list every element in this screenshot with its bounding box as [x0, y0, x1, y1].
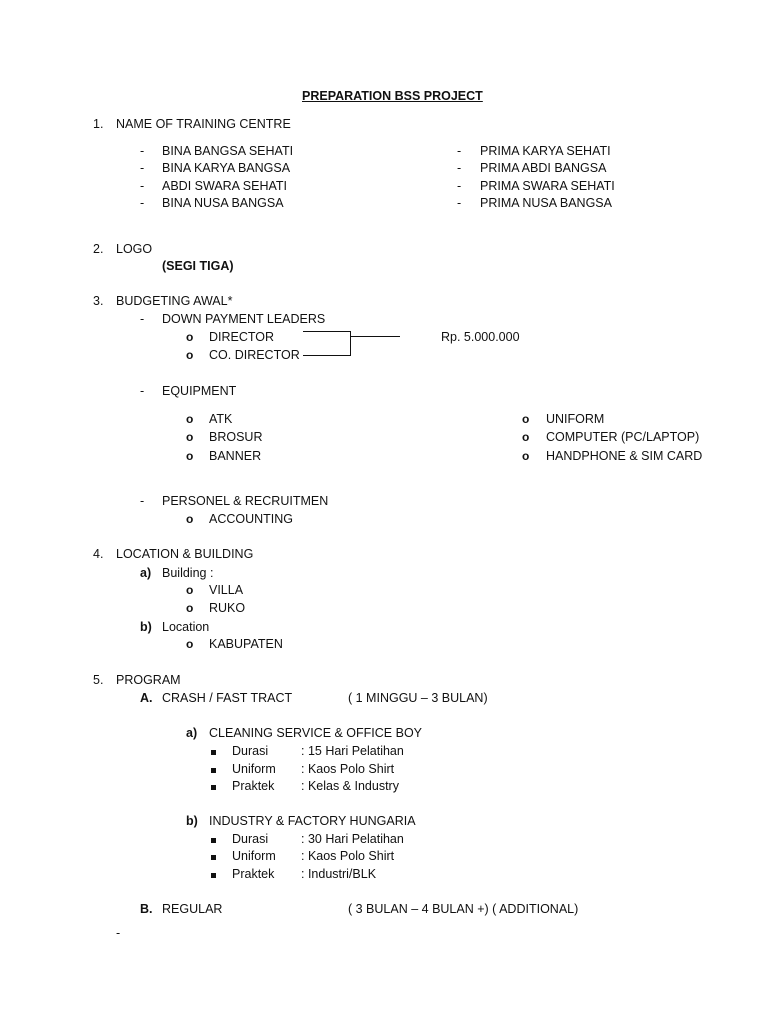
training-centre-left-1: BINA BANGSA SEHATI: [162, 144, 294, 158]
circle-bullet: o: [186, 430, 194, 444]
building-heading: Building :: [162, 566, 214, 580]
program-b-key-3: Praktek: [232, 867, 275, 881]
program-a-value-3: : Kelas & Industry: [301, 779, 399, 793]
program-b-value-1: : 30 Hari Pelatihan: [301, 832, 404, 846]
sub-label-b: b): [140, 620, 152, 634]
training-centre-left-4: BINA NUSA BANGSA: [162, 196, 284, 210]
section-1-number: 1.: [93, 117, 104, 131]
program-A-title: CRASH / FAST TRACT: [162, 691, 293, 705]
logo-shape: (SEGI TIGA): [162, 259, 234, 273]
equipment-left-1: ATK: [209, 412, 233, 426]
list-dash: -: [140, 384, 145, 398]
bracket-line: [303, 331, 351, 332]
circle-bullet: o: [186, 330, 194, 344]
program-a-key-3: Praktek: [232, 779, 275, 793]
list-dash: -: [140, 179, 145, 193]
program-a-key-2: Uniform: [232, 762, 276, 776]
location-heading: Location: [162, 620, 210, 634]
circle-bullet: o: [186, 512, 194, 526]
program-b-title: INDUSTRY & FACTORY HUNGARIA: [209, 814, 416, 828]
section-4-heading: LOCATION & BUILDING: [116, 547, 254, 561]
circle-bullet: o: [186, 601, 194, 615]
square-bullet: [211, 848, 216, 864]
training-centre-left-2: BINA KARYA BANGSA: [162, 161, 291, 175]
square-bullet: [211, 778, 216, 794]
training-centre-right-4: PRIMA NUSA BANGSA: [480, 196, 612, 210]
program-B-duration: ( 3 BULAN – 4 BULAN +) ( ADDITIONAL): [348, 902, 579, 916]
square-bullet: [211, 866, 216, 882]
section-3-number: 3.: [93, 294, 104, 308]
section-2-heading: LOGO: [116, 242, 153, 256]
circle-bullet: o: [186, 412, 194, 426]
list-dash: -: [457, 144, 462, 158]
list-dash: -: [140, 494, 145, 508]
program-a-title: CLEANING SERVICE & OFFICE BOY: [209, 726, 423, 740]
budget-amount: Rp. 5.000.000: [441, 330, 520, 344]
list-dash: -: [457, 161, 462, 175]
co-director: CO. DIRECTOR: [209, 348, 300, 362]
program-b-key-2: Uniform: [232, 849, 276, 863]
personel-heading: PERSONEL & RECRUITMEN: [162, 494, 329, 508]
program-a-value-2: : Kaos Polo Shirt: [301, 762, 395, 776]
program-B-title: REGULAR: [162, 902, 223, 916]
training-centre-left-3: ABDI SWARA SEHATI: [162, 179, 288, 193]
building-2: RUKO: [209, 601, 246, 615]
program-a-label: a): [186, 726, 198, 740]
circle-bullet: o: [522, 412, 530, 426]
program-A-duration: ( 1 MINGGU – 3 BULAN): [348, 691, 488, 705]
square-bullet: [211, 831, 216, 847]
section-2-number: 2.: [93, 242, 104, 256]
program-A-label: A.: [140, 691, 153, 705]
section-5-heading: PROGRAM: [116, 673, 181, 687]
bracket-line: [303, 355, 351, 356]
program-b-value-2: : Kaos Polo Shirt: [301, 849, 395, 863]
list-dash: -: [457, 179, 462, 193]
sub-label-a: a): [140, 566, 152, 580]
list-dash: -: [140, 161, 145, 175]
list-dash: -: [140, 144, 145, 158]
program-b-key-1: Durasi: [232, 832, 269, 846]
square-bullet: [211, 761, 216, 777]
circle-bullet: o: [522, 430, 530, 444]
square-bullet: [211, 743, 216, 759]
accounting: ACCOUNTING: [209, 512, 294, 526]
equipment-left-3: BANNER: [209, 449, 262, 463]
list-dash: -: [140, 196, 145, 210]
section-5-number: 5.: [93, 673, 104, 687]
list-dash: -: [457, 196, 462, 210]
section-4-number: 4.: [93, 547, 104, 561]
equipment-right-1: UNIFORM: [546, 412, 605, 426]
down-payment-leaders: DOWN PAYMENT LEADERS: [162, 312, 326, 326]
training-centre-right-3: PRIMA SWARA SEHATI: [480, 179, 615, 193]
circle-bullet: o: [522, 449, 530, 463]
program-b-value-3: : Industri/BLK: [301, 867, 377, 881]
equipment-right-2: COMPUTER (PC/LAPTOP): [546, 430, 700, 444]
program-a-value-1: : 15 Hari Pelatihan: [301, 744, 404, 758]
building-1: VILLA: [209, 583, 244, 597]
section-3-heading: BUDGETING AWAL*: [116, 294, 233, 308]
circle-bullet: o: [186, 449, 194, 463]
program-a-key-1: Durasi: [232, 744, 269, 758]
list-dash: -: [140, 312, 145, 326]
program-b-label: b): [186, 814, 198, 828]
director: DIRECTOR: [209, 330, 275, 344]
equipment-left-2: BROSUR: [209, 430, 263, 444]
equipment-heading: EQUIPMENT: [162, 384, 237, 398]
equipment-right-3: HANDPHONE & SIM CARD: [546, 449, 703, 463]
page-title: PREPARATION BSS PROJECT: [302, 89, 483, 103]
circle-bullet: o: [186, 637, 194, 651]
bracket-line: [350, 331, 351, 356]
section-1-heading: NAME OF TRAINING CENTRE: [116, 117, 291, 131]
circle-bullet: o: [186, 348, 194, 362]
training-centre-right-1: PRIMA KARYA SEHATI: [480, 144, 611, 158]
training-centre-right-2: PRIMA ABDI BANGSA: [480, 161, 607, 175]
bracket-line: [351, 336, 400, 337]
circle-bullet: o: [186, 583, 194, 597]
trailing-dash: -: [116, 926, 121, 940]
location-1: KABUPATEN: [209, 637, 283, 651]
program-B-label: B.: [140, 902, 153, 916]
